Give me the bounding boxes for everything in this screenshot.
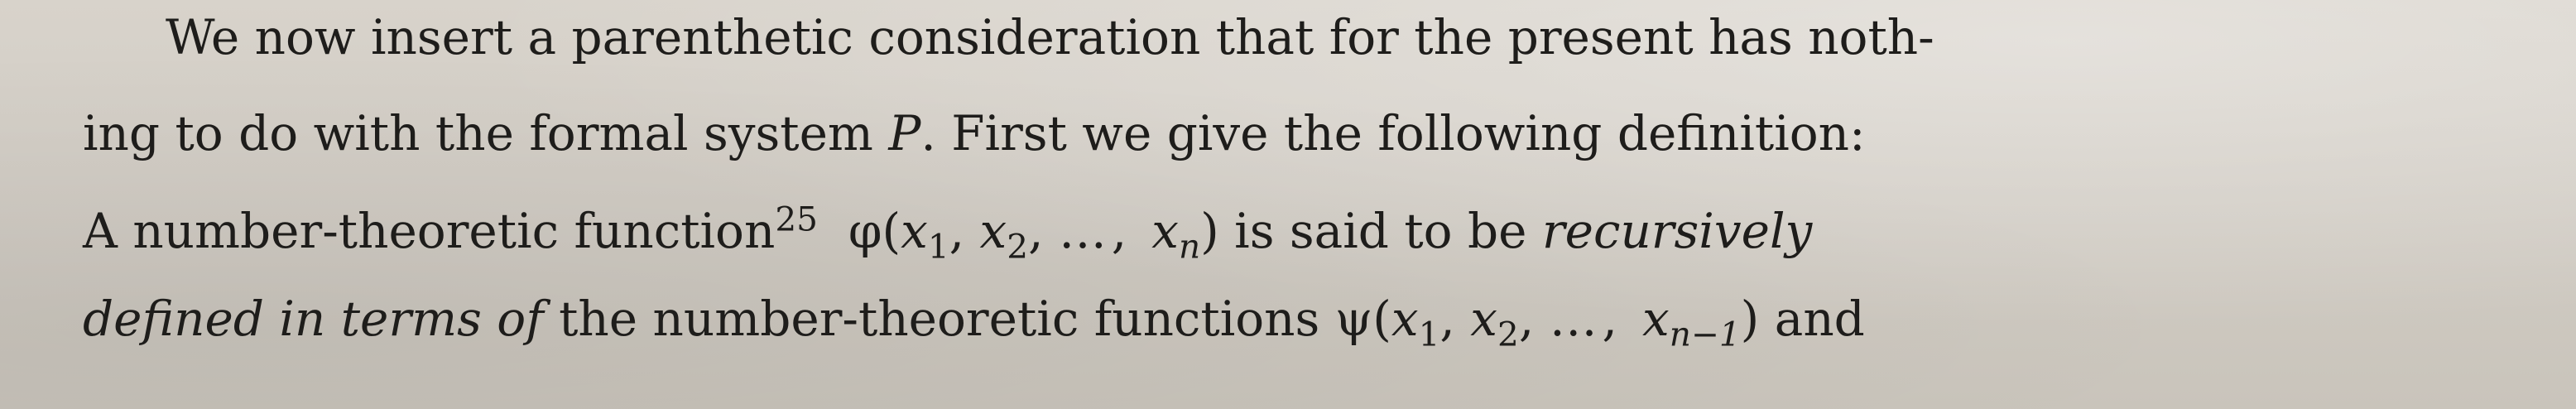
comma-1: , (949, 203, 980, 259)
text-line-3 (83, 199, 2483, 267)
var-x1: x (901, 203, 928, 259)
line-3-text-mid: is said to be (1218, 203, 1542, 259)
comma-2: , (1028, 203, 1059, 259)
psi-var-x1: x (1391, 291, 1419, 347)
system-p-symbol: P (888, 105, 921, 161)
psi-ellipsis: …, (1549, 291, 1642, 347)
sub-n: n (1178, 226, 1201, 267)
psi-var-xn1: x (1642, 291, 1670, 347)
sub-2: 2 (1007, 226, 1029, 267)
line-2-text-after: . First we give the following definition: (920, 105, 1866, 161)
psi-close: ) (1740, 291, 1760, 347)
line-4-and: and (1759, 291, 1865, 347)
psi-sub-1: 1 (1418, 314, 1440, 354)
psi-sub-2: 2 (1497, 314, 1519, 354)
sub-1: 1 (927, 226, 949, 267)
ellipsis: …, (1058, 203, 1152, 259)
psi-open: ψ( (1334, 291, 1391, 347)
line-4-text-mid: the number-theoretic functions (543, 291, 1335, 347)
defined-in-terms-of-phrase: defined in terms of (83, 291, 544, 347)
psi-var-x2: x (1470, 291, 1498, 347)
line-1-text: We now insert a parenthetic consideration that for the present has noth- (166, 9, 1934, 65)
phi-open: φ( (848, 203, 901, 259)
var-x2: x (979, 203, 1007, 259)
text-line-4 (83, 291, 2483, 354)
psi-comma-2: , (1518, 291, 1550, 347)
line-3-text: A number-theoretic function (83, 203, 776, 259)
text-line-2 (83, 105, 2483, 161)
recursively-term: recursively (1541, 203, 1813, 259)
phi-close: ) (1200, 203, 1219, 259)
line-2-text-before: ing to do with the formal system (83, 105, 889, 161)
psi-sub-n-minus-1: n−1 (1669, 314, 1741, 354)
phi-formula (848, 203, 1219, 267)
var-xn: x (1151, 203, 1179, 259)
footnote-ref-25: 25 (775, 199, 818, 239)
text-line-1 (166, 9, 2566, 65)
psi-formula (1334, 291, 1760, 354)
psi-comma-1: , (1439, 291, 1471, 347)
